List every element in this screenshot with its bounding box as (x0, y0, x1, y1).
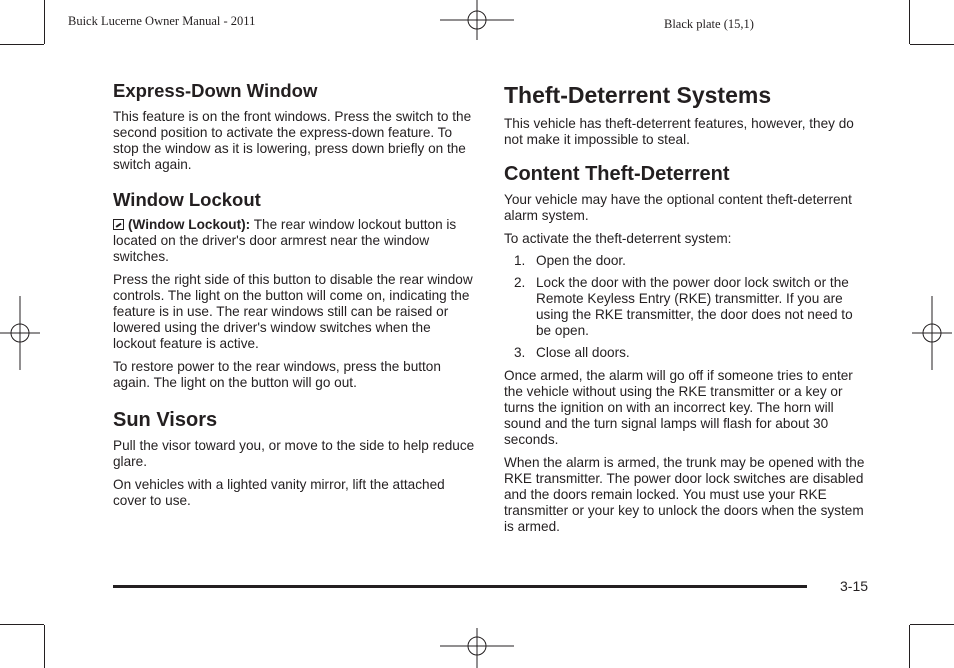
content-theft-section (504, 161, 870, 535)
sun-visors-body1: Pull the visor toward you, or move to the side to help reduce glare. (113, 438, 475, 469)
registration-mark-left (0, 296, 40, 370)
window-lockout-intro (113, 217, 477, 265)
window-lockout-icon (113, 219, 124, 230)
registration-mark-top (440, 0, 514, 40)
sun-visors-section (113, 407, 477, 509)
list-item: 3. Close all doors. (514, 345, 630, 360)
footer-rule (113, 585, 807, 588)
sun-visors-heading: Sun Visors (113, 409, 218, 431)
theft-deterrent-body: This vehicle has theft-deterrent features, however, they do not make it impossible to steal. (504, 116, 854, 147)
window-lockout-heading: Window Lockout (113, 189, 261, 210)
window-lockout-section (113, 189, 477, 391)
header-plate: Black plate (15,1) (664, 17, 754, 31)
registration-mark-bottom (440, 628, 514, 668)
right-column (504, 80, 870, 535)
window-lockout-body2: Press the right side of this button to disable the rear window controls. The light on the button will come on, indicating the feature is in use. The rear windows still can be raised or lowered using the driver's window switches when the lockout feature is active. (113, 272, 473, 351)
list-item: 1. Open the door. (514, 253, 626, 268)
content-theft-body3: Once armed, the alarm will go off if someone tries to enter the vehicle without using the RKE transmitter or a key or turns the ignition on with an incorrect key. The horn will sound and the turn signal lamps will flash for about 30 seconds. (504, 368, 853, 447)
left-column (113, 80, 477, 509)
header-title: Buick Lucerne Owner Manual - 2011 (68, 14, 256, 28)
activation-steps (504, 253, 870, 361)
theft-deterrent-heading: Theft-Deterrent Systems (504, 82, 772, 108)
express-down-section (113, 80, 477, 173)
sun-visors-body2: On vehicles with a lighted vanity mirror, lift the attached cover to use. (113, 477, 445, 508)
content-theft-body2: To activate the theft-deterrent system: (504, 231, 732, 246)
theft-deterrent-section (504, 80, 870, 148)
list-item: 2. Lock the door with the power door lock switch or the Remote Keyless Entry (RKE) transmitter. If you are using the RKE transmitter, the door does not need to be open. (514, 275, 853, 338)
content-theft-body1: Your vehicle may have the optional content theft-deterrent alarm system. (504, 192, 852, 223)
content-theft-heading: Content Theft-Deterrent (504, 163, 730, 185)
express-down-heading: Express-Down Window (113, 80, 318, 101)
window-lockout-body1: The rear window lockout button is located on the driver's door armrest near the window switches. (113, 217, 457, 264)
content-theft-body4: When the alarm is armed, the trunk may be opened with the RKE transmitter. The power door lock switches are disabled and the doors remain locked. You must use your RKE transmitter or your key to unlock the doors when the system is armed. (504, 455, 865, 534)
window-lockout-body3: To restore power to the rear windows, press the button again. The light on the button will go out. (113, 359, 441, 390)
registration-mark-right (912, 296, 952, 370)
express-down-body: This feature is on the front windows. Press the switch to the second position to activate the express-down feature. To stop the window as it is lowering, press down briefly on the switch again. (113, 109, 472, 172)
window-lockout-label: (Window Lockout): (128, 217, 251, 232)
page-number: 3-15 (840, 578, 869, 594)
